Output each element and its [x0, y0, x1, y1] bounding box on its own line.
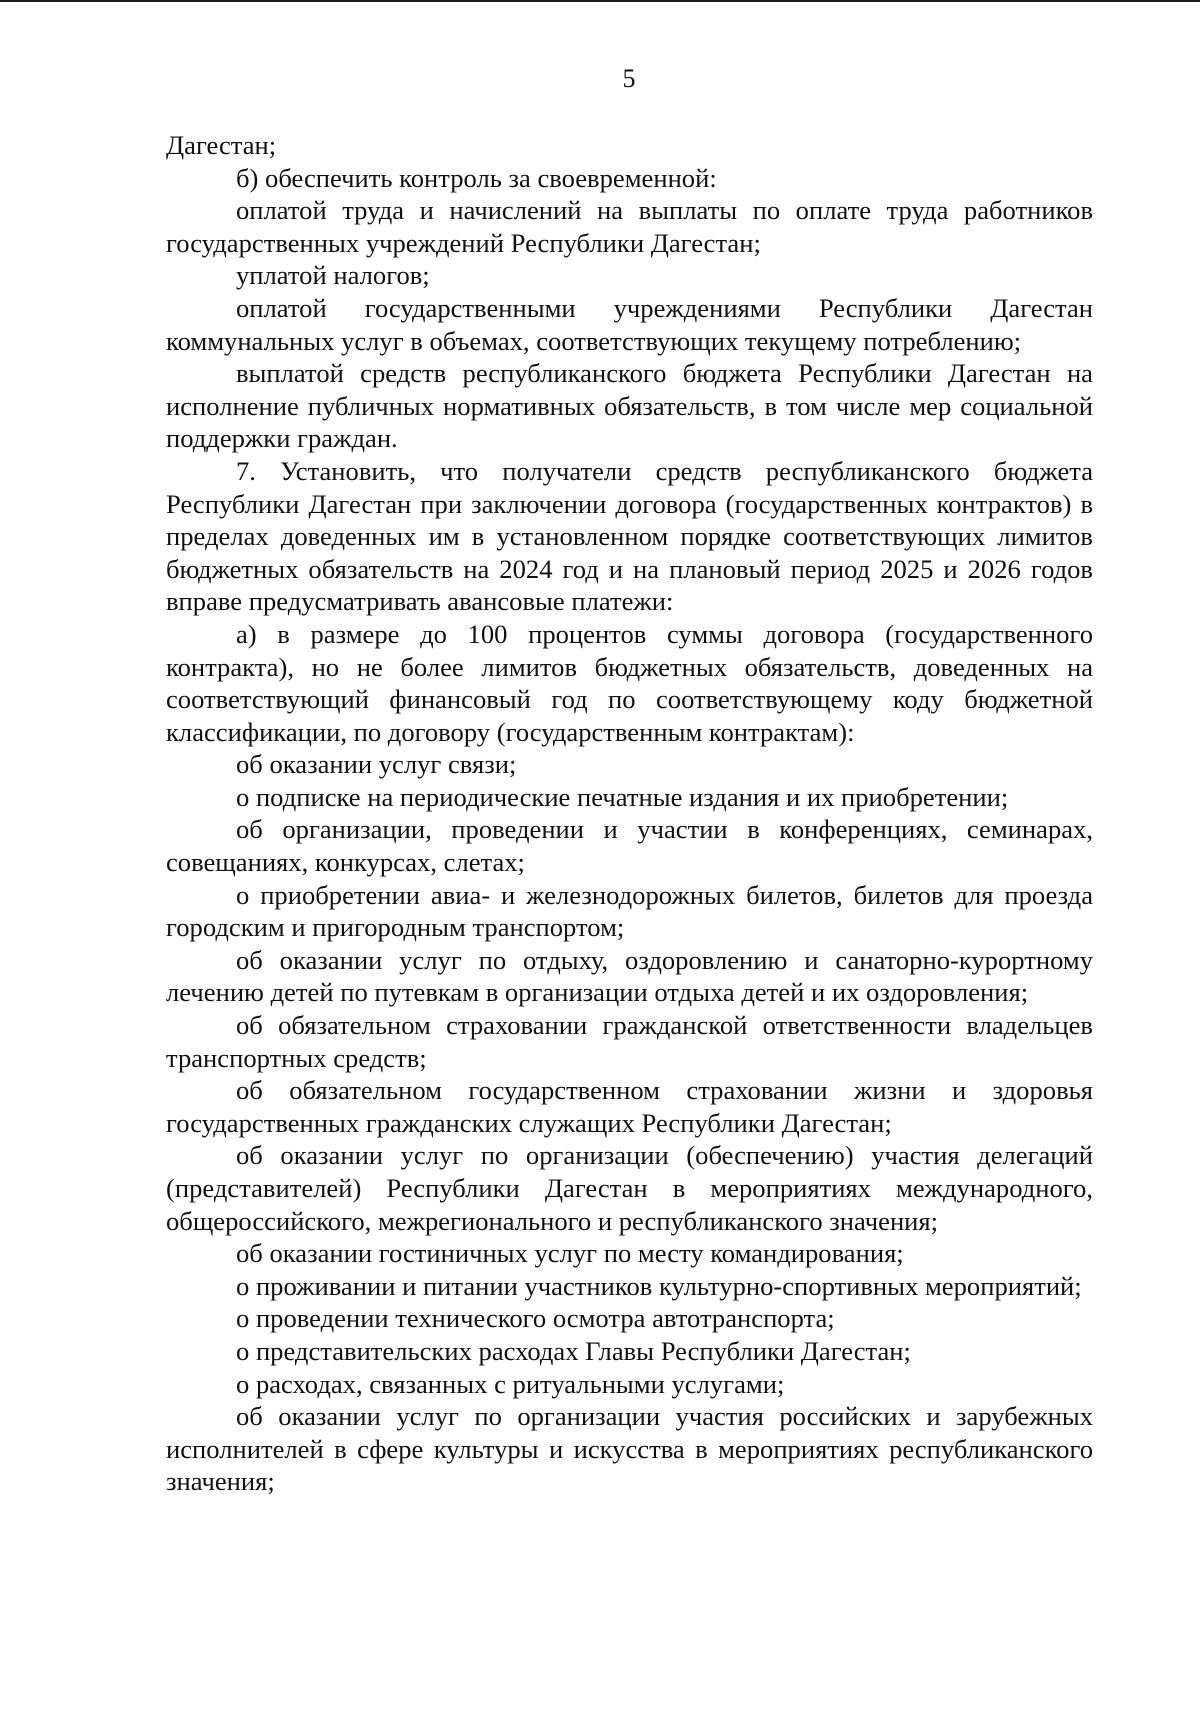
paragraph: а) в размере до 100 процентов суммы договора (государственного контракта), но не более лимитов бюджетных обязательств, доведенных на соответствующий финансовый год по соответствующему коду бюджетной классификации, по договору (государственным контрактам): [166, 618, 1093, 747]
paragraph: оплатой государственными учреждениями Республики Дагестан коммунальных услуг в объемах, соответствующих текущему потреблению; [166, 292, 1093, 356]
paragraph: о приобретении авиа- и железнодорожных билетов, билетов для проезда городским и пригородным транспортом; [166, 879, 1093, 943]
paragraph: 7. Установить, что получатели средств республиканского бюджета Республики Дагестан при заключении договора (государственных контрактов) в пределах доведенных им в установленном порядке соответствующих лимитов бюджетных обязательств на 2024 год и на плановый период 2025 и 2026 годов вправе предусматривать авансовые платежи: [166, 455, 1093, 617]
paragraph: об оказании гостиничных услуг по месту командирования; [236, 1238, 904, 1269]
paragraph: об оказании услуг связи; [236, 749, 517, 780]
paragraph: оплатой труда и начислений на выплаты по оплате труда работников государственных учреждений Республики Дагестан; [166, 195, 1093, 258]
paragraph: выплатой средств республиканского бюджета Республики Дагестан на исполнение публичных нормативных обязательств, в том числе мер социальной поддержки граждан. [166, 358, 1093, 454]
paragraph: об обязательном страховании гражданской ответственности владельцев транспортных средств; [166, 1010, 1093, 1073]
paragraph: о подписке на периодические печатные издания и их приобретении; [236, 781, 1009, 812]
scan-top-edge [0, 0, 1200, 2]
paragraph: об организации, проведении и участии в конференциях, семинарах, совещаниях, конкурсах, слетах; [166, 814, 1093, 878]
paragraph: об оказании услуг по отдыху, оздоровлению и санаторно-курортному лечению детей по путевкам в организации отдыха детей и их оздоровления; [166, 944, 1093, 1008]
paragraph: об обязательном государственном страховании жизни и здоровья государственных гражданских служащих Республики Дагестан; [166, 1075, 1093, 1138]
paragraph: о расходах, связанных с ритуальными услугами; [236, 1368, 785, 1399]
paragraph: об оказании услуг по организации участия российских и зарубежных исполнителей в сфере культуры и искусства в мероприятиях республиканского значения; [166, 1401, 1093, 1497]
paragraph: Дагестан; [166, 130, 277, 160]
paragraph: о проживании и питании участников культурно-спортивных мероприятий; [236, 1270, 1082, 1301]
paragraph: б) обеспечить контроль за своевременной: [236, 162, 717, 193]
paragraph: уплатой налогов; [236, 260, 430, 291]
paragraph: об оказании услуг по организации (обеспечению) участия делегаций (представителей) Республики Дагестан в мероприятиях международного, общероссийского, межрегионального и республиканского значения; [166, 1140, 1093, 1236]
page-number: 5 [622, 64, 636, 93]
paragraph: о проведении технического осмотра автотранспорта; [236, 1303, 835, 1334]
document-body [166, 129, 1093, 1498]
paragraph: о представительских расходах Главы Республики Дагестан; [236, 1335, 911, 1366]
